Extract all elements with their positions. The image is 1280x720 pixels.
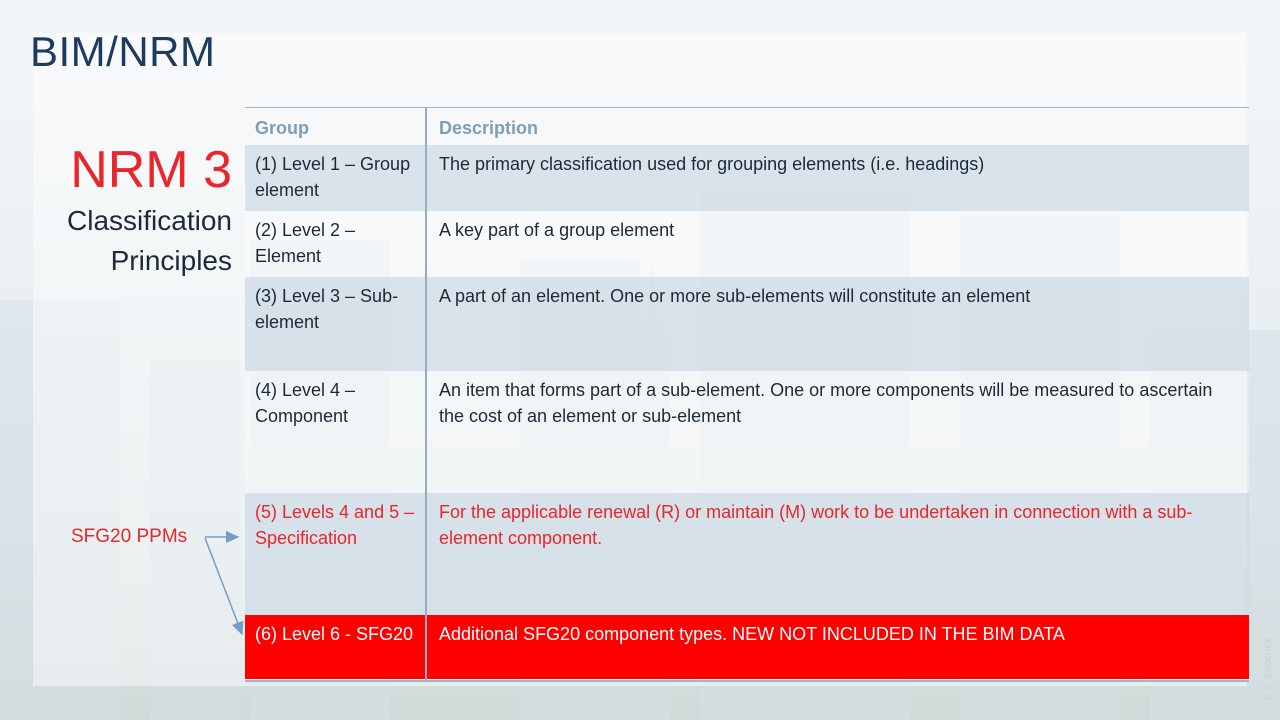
principles-label: Principles [110,245,232,276]
table-row [245,145,1249,211]
header-group: Group [255,118,309,138]
slide-title: BIM/NRM [30,28,216,75]
description-cell: The primary classification used for grouping elements (i.e. headings) [439,154,985,174]
group-cell: (3) Level 3 – Sub-element [255,286,399,332]
table-row [245,211,1249,277]
group-cell: (4) Level 4 – Component [255,380,356,426]
description-cell: An item that forms part of a sub-element. One or more components will be measured to ascertain the cost of an element or sub-element [439,380,1213,426]
table-row [245,493,1249,615]
description-cell: A part of an element. One or more sub-elements will constitute an element [439,286,1031,306]
description-cell: For the applicable renewal (R) or maintain (M) work to be undertaken in connection with a sub-element component. [439,502,1193,548]
group-cell: (2) Level 2 – Element [255,220,356,266]
table-row-highlight [245,615,1249,679]
author-credit: E K Simcock [1262,637,1274,700]
table-row [245,371,1249,493]
group-cell: (1) Level 1 – Group element [255,154,411,200]
classification-table [245,107,1249,679]
header-description: Description [439,118,539,138]
side-heading [30,140,232,280]
table-row [245,277,1249,371]
table-bottom-border [245,680,1249,682]
group-cell: (6) Level 6 - SFG20 [255,624,414,644]
nrm-heading: NRM 3 [70,141,232,199]
table-header-row [245,107,1249,145]
description-cell: Additional SFG20 component types. NEW NOT INCLUDED IN THE BIM DATA [439,624,1065,644]
group-cell: (5) Levels 4 and 5 – Specification [255,502,415,548]
sfg20-callout: SFG20 PPMs [71,526,188,547]
description-cell: A key part of a group element [439,220,675,240]
column-divider [425,107,427,681]
classification-label: Classification [67,205,232,236]
